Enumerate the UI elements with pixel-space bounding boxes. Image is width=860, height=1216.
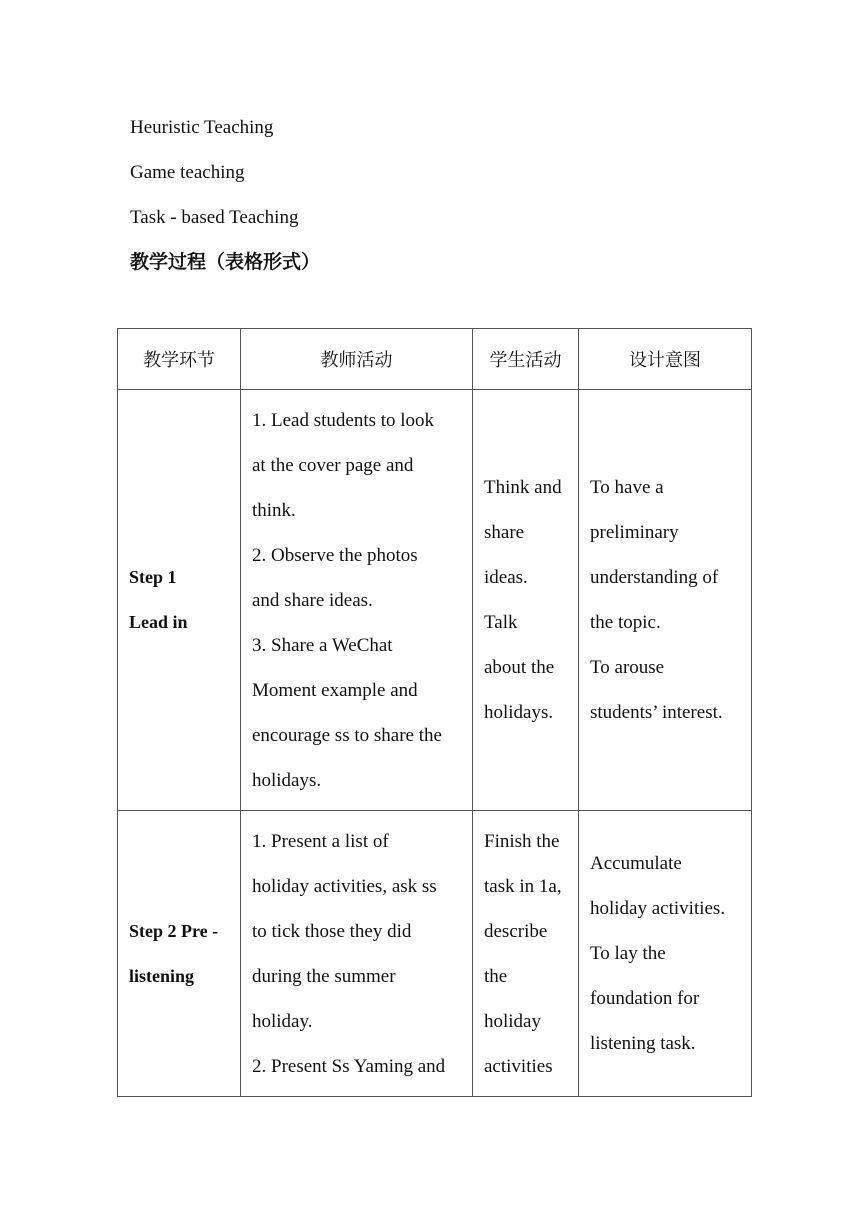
student-line: about the bbox=[484, 657, 555, 678]
purpose-line: To arouse bbox=[590, 657, 665, 678]
teacher-activity-cell bbox=[241, 390, 473, 811]
purpose-line: understanding of bbox=[590, 567, 719, 588]
design-purpose-cell bbox=[579, 811, 752, 1097]
design-purpose-cell bbox=[579, 390, 752, 811]
step-cell bbox=[118, 811, 241, 1097]
purpose-line: preliminary bbox=[590, 522, 679, 543]
student-line: holidays. bbox=[484, 702, 554, 723]
teacher-line: encourage ss to share the bbox=[252, 724, 442, 746]
step-cell bbox=[118, 390, 241, 811]
student-activity-cell bbox=[473, 390, 579, 811]
student-line: Finish the bbox=[484, 831, 560, 852]
purpose-line: To have a bbox=[590, 477, 664, 498]
teacher-line: to tick those they did bbox=[252, 921, 412, 942]
student-line: holiday bbox=[484, 1011, 541, 1032]
header-student-activity: 学生活动 bbox=[473, 329, 579, 390]
teacher-line: 2. Present Ss Yaming and bbox=[252, 1056, 446, 1077]
step-label: Lead in bbox=[129, 612, 188, 632]
teacher-line: and share ideas. bbox=[252, 589, 373, 611]
teacher-line: 1. Lead students to look bbox=[252, 409, 435, 431]
student-line: share bbox=[484, 522, 525, 543]
method-game: Game teaching bbox=[130, 162, 245, 183]
header-teacher-activity: 教师活动 bbox=[241, 329, 473, 390]
teacher-line: Moment example and bbox=[252, 679, 418, 701]
header-design-purpose: 设计意图 bbox=[579, 329, 752, 390]
process-heading: 教学过程（表格形式） bbox=[130, 251, 321, 273]
teacher-line: 1. Present a list of bbox=[252, 831, 389, 852]
teacher-line: 3. Share a WeChat bbox=[252, 634, 393, 656]
student-activity-cell bbox=[473, 811, 579, 1097]
teacher-activity-cell bbox=[241, 811, 473, 1097]
step-label: listening bbox=[129, 965, 195, 986]
student-line: Think and bbox=[484, 477, 562, 498]
purpose-line: holiday activities. bbox=[590, 898, 726, 919]
teacher-line: holiday activities, ask ss bbox=[252, 876, 437, 897]
step-label: Step 1 bbox=[129, 567, 177, 587]
purpose-line: To lay the bbox=[590, 943, 666, 964]
table-header-row bbox=[118, 329, 752, 390]
table-row bbox=[118, 390, 752, 811]
method-heuristic: Heuristic Teaching bbox=[130, 117, 274, 138]
teacher-line: holidays. bbox=[252, 769, 322, 791]
student-line: ideas. bbox=[484, 567, 528, 588]
teacher-line: think. bbox=[252, 499, 296, 521]
method-task: Task - based Teaching bbox=[130, 207, 299, 228]
student-line: task in 1a, bbox=[484, 876, 562, 897]
purpose-line: Accumulate bbox=[590, 853, 682, 874]
teacher-line: during the summer bbox=[252, 966, 396, 987]
teacher-line: holiday. bbox=[252, 1011, 313, 1032]
teacher-line: at the cover page and bbox=[252, 454, 414, 476]
student-line: activities bbox=[484, 1056, 553, 1077]
student-line: describe bbox=[484, 921, 548, 942]
purpose-line: listening task. bbox=[590, 1033, 696, 1054]
purpose-line: foundation for bbox=[590, 988, 700, 1009]
step-label: Step 2 Pre - bbox=[129, 920, 219, 941]
student-line: Talk bbox=[484, 612, 518, 633]
student-line: the bbox=[484, 966, 508, 987]
purpose-line: the topic. bbox=[590, 612, 661, 633]
purpose-line: students’ interest. bbox=[590, 702, 723, 723]
header-stage: 教学环节 bbox=[118, 329, 241, 390]
table-row bbox=[118, 811, 752, 1097]
teacher-line: 2. Observe the photos bbox=[252, 544, 418, 566]
teaching-process-table bbox=[117, 328, 752, 1097]
